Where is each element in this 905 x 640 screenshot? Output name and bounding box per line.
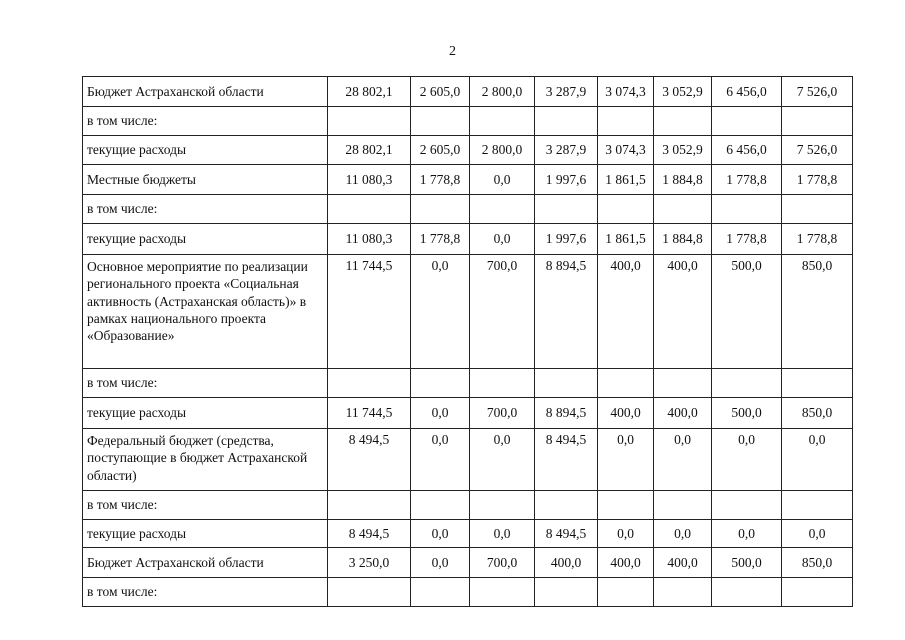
value-cell: 1 884,8 bbox=[654, 224, 712, 255]
value-cell bbox=[328, 195, 411, 224]
value-cell: 0,0 bbox=[470, 224, 535, 255]
value-cell bbox=[470, 369, 535, 398]
table-row bbox=[83, 578, 853, 607]
value-cell bbox=[712, 195, 782, 224]
value-cell bbox=[411, 369, 470, 398]
value-cell: 3 250,0 bbox=[328, 548, 411, 578]
row-label: Местные бюджеты bbox=[83, 165, 328, 195]
row-label: текущие расходы bbox=[83, 224, 328, 255]
table-row bbox=[83, 107, 853, 136]
value-cell bbox=[470, 107, 535, 136]
row-label: текущие расходы bbox=[83, 398, 328, 429]
row-label: Бюджет Астраханской области bbox=[83, 548, 328, 578]
value-cell bbox=[598, 491, 654, 520]
value-cell bbox=[411, 491, 470, 520]
table-row bbox=[83, 369, 853, 398]
value-cell: 1 861,5 bbox=[598, 224, 654, 255]
value-cell bbox=[535, 107, 598, 136]
value-cell: 6 456,0 bbox=[712, 77, 782, 107]
value-cell: 500,0 bbox=[712, 398, 782, 429]
value-cell bbox=[598, 369, 654, 398]
value-cell: 8 494,5 bbox=[535, 429, 598, 491]
table-row bbox=[83, 398, 853, 429]
row-label: текущие расходы bbox=[83, 520, 328, 548]
value-cell: 0,0 bbox=[470, 520, 535, 548]
value-cell: 2 605,0 bbox=[411, 136, 470, 165]
value-cell bbox=[535, 195, 598, 224]
value-cell: 1 778,8 bbox=[411, 165, 470, 195]
value-cell: 0,0 bbox=[411, 398, 470, 429]
value-cell: 700,0 bbox=[470, 398, 535, 429]
value-cell: 0,0 bbox=[712, 520, 782, 548]
budget-table bbox=[82, 76, 853, 607]
value-cell: 8 494,5 bbox=[535, 520, 598, 548]
row-label: в том числе: bbox=[83, 195, 328, 224]
value-cell: 8 494,5 bbox=[328, 429, 411, 491]
table-row bbox=[83, 195, 853, 224]
value-cell: 7 526,0 bbox=[782, 136, 853, 165]
value-cell: 850,0 bbox=[782, 398, 853, 429]
row-label: в том числе: bbox=[83, 491, 328, 520]
table-row bbox=[83, 255, 853, 369]
value-cell bbox=[712, 491, 782, 520]
value-cell: 8 494,5 bbox=[328, 520, 411, 548]
value-cell bbox=[411, 195, 470, 224]
value-cell bbox=[654, 195, 712, 224]
value-cell: 1 884,8 bbox=[654, 165, 712, 195]
value-cell: 1 778,8 bbox=[411, 224, 470, 255]
value-cell: 400,0 bbox=[535, 548, 598, 578]
value-cell bbox=[328, 369, 411, 398]
value-cell bbox=[535, 491, 598, 520]
value-cell: 500,0 bbox=[712, 255, 782, 369]
value-cell: 1 861,5 bbox=[598, 165, 654, 195]
value-cell: 0,0 bbox=[411, 548, 470, 578]
value-cell: 400,0 bbox=[654, 255, 712, 369]
value-cell: 1 997,6 bbox=[535, 165, 598, 195]
value-cell: 400,0 bbox=[654, 548, 712, 578]
value-cell bbox=[654, 107, 712, 136]
value-cell bbox=[654, 369, 712, 398]
value-cell: 0,0 bbox=[712, 429, 782, 491]
value-cell: 2 605,0 bbox=[411, 77, 470, 107]
page-number: 2 bbox=[449, 44, 456, 59]
value-cell: 1 997,6 bbox=[535, 224, 598, 255]
value-cell bbox=[470, 195, 535, 224]
value-cell bbox=[782, 491, 853, 520]
table-row bbox=[83, 491, 853, 520]
value-cell: 0,0 bbox=[598, 520, 654, 548]
value-cell bbox=[654, 491, 712, 520]
value-cell bbox=[598, 195, 654, 224]
row-label: Основное мероприятие по реализации регионального проекта «Социальная активность (Астраханская область)» в рамках национального проекта «Образование» bbox=[83, 255, 328, 369]
row-label: Федеральный бюджет (средства, поступающие в бюджет Астраханской области) bbox=[83, 429, 328, 491]
value-cell: 8 894,5 bbox=[535, 398, 598, 429]
value-cell bbox=[654, 578, 712, 607]
value-cell: 2 800,0 bbox=[470, 77, 535, 107]
value-cell: 0,0 bbox=[411, 255, 470, 369]
value-cell bbox=[470, 578, 535, 607]
value-cell bbox=[782, 578, 853, 607]
value-cell: 0,0 bbox=[411, 429, 470, 491]
value-cell: 11 744,5 bbox=[328, 255, 411, 369]
value-cell bbox=[782, 195, 853, 224]
value-cell: 400,0 bbox=[598, 255, 654, 369]
value-cell: 11 080,3 bbox=[328, 224, 411, 255]
value-cell: 3 074,3 bbox=[598, 136, 654, 165]
value-cell: 0,0 bbox=[782, 520, 853, 548]
table-row bbox=[83, 165, 853, 195]
value-cell: 850,0 bbox=[782, 255, 853, 369]
value-cell bbox=[712, 578, 782, 607]
table-row bbox=[83, 136, 853, 165]
row-label: текущие расходы bbox=[83, 136, 328, 165]
value-cell: 0,0 bbox=[470, 165, 535, 195]
value-cell bbox=[328, 107, 411, 136]
value-cell: 11 080,3 bbox=[328, 165, 411, 195]
value-cell: 28 802,1 bbox=[328, 77, 411, 107]
value-cell bbox=[535, 369, 598, 398]
value-cell bbox=[598, 107, 654, 136]
value-cell: 850,0 bbox=[782, 548, 853, 578]
row-label: в том числе: bbox=[83, 578, 328, 607]
value-cell bbox=[782, 369, 853, 398]
value-cell: 1 778,8 bbox=[782, 165, 853, 195]
value-cell: 1 778,8 bbox=[782, 224, 853, 255]
value-cell: 1 778,8 bbox=[712, 224, 782, 255]
value-cell: 0,0 bbox=[470, 429, 535, 491]
value-cell bbox=[470, 491, 535, 520]
row-label: Бюджет Астраханской области bbox=[83, 77, 328, 107]
value-cell bbox=[328, 491, 411, 520]
value-cell bbox=[411, 107, 470, 136]
value-cell: 7 526,0 bbox=[782, 77, 853, 107]
value-cell: 1 778,8 bbox=[712, 165, 782, 195]
value-cell: 0,0 bbox=[782, 429, 853, 491]
value-cell: 3 074,3 bbox=[598, 77, 654, 107]
value-cell: 500,0 bbox=[712, 548, 782, 578]
value-cell: 8 894,5 bbox=[535, 255, 598, 369]
value-cell: 0,0 bbox=[654, 520, 712, 548]
table-row bbox=[83, 224, 853, 255]
value-cell: 11 744,5 bbox=[328, 398, 411, 429]
value-cell: 0,0 bbox=[411, 520, 470, 548]
value-cell: 2 800,0 bbox=[470, 136, 535, 165]
value-cell: 3 052,9 bbox=[654, 77, 712, 107]
table-row bbox=[83, 548, 853, 578]
value-cell: 400,0 bbox=[598, 548, 654, 578]
value-cell: 3 052,9 bbox=[654, 136, 712, 165]
value-cell bbox=[328, 578, 411, 607]
value-cell bbox=[712, 107, 782, 136]
value-cell: 3 287,9 bbox=[535, 136, 598, 165]
value-cell bbox=[411, 578, 470, 607]
value-cell bbox=[535, 578, 598, 607]
value-cell: 700,0 bbox=[470, 255, 535, 369]
value-cell: 0,0 bbox=[654, 429, 712, 491]
row-label: в том числе: bbox=[83, 369, 328, 398]
value-cell: 6 456,0 bbox=[712, 136, 782, 165]
value-cell: 0,0 bbox=[598, 429, 654, 491]
row-label: в том числе: bbox=[83, 107, 328, 136]
value-cell bbox=[598, 578, 654, 607]
table-row bbox=[83, 520, 853, 548]
value-cell: 400,0 bbox=[598, 398, 654, 429]
value-cell bbox=[712, 369, 782, 398]
value-cell: 400,0 bbox=[654, 398, 712, 429]
value-cell: 28 802,1 bbox=[328, 136, 411, 165]
value-cell: 700,0 bbox=[470, 548, 535, 578]
table-row bbox=[83, 77, 853, 107]
table-row bbox=[83, 429, 853, 491]
value-cell: 3 287,9 bbox=[535, 77, 598, 107]
value-cell bbox=[782, 107, 853, 136]
